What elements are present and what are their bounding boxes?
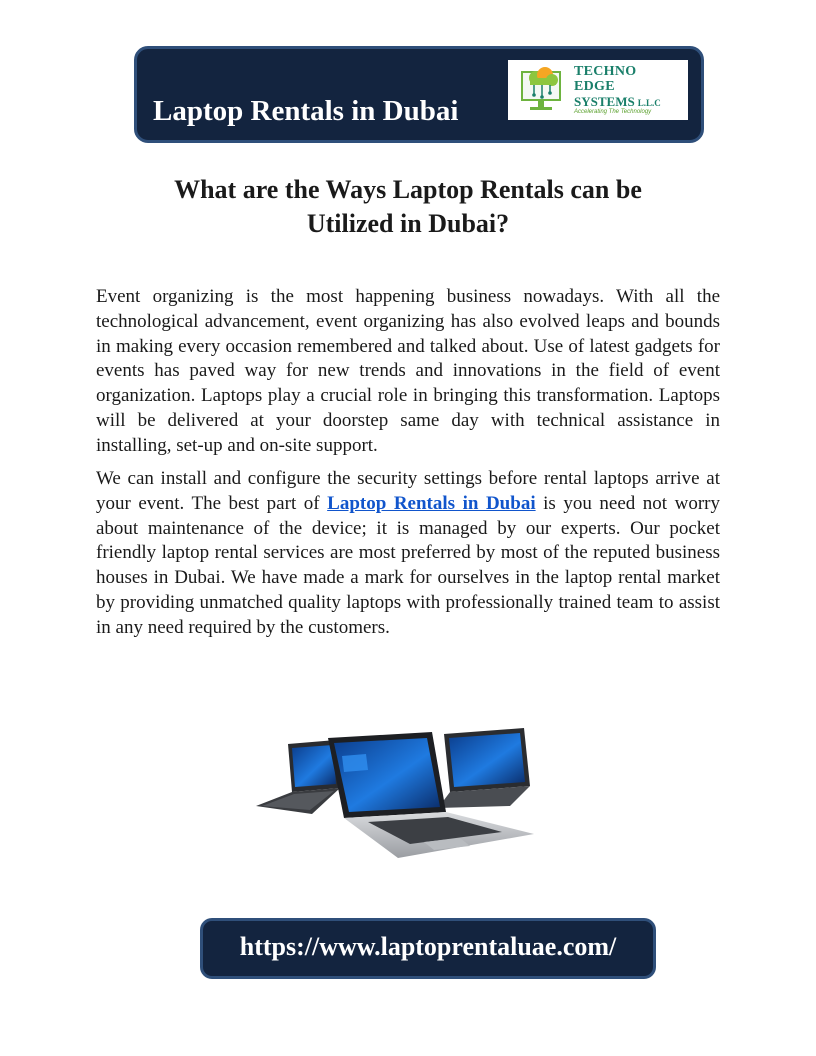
logo-text-systems xyxy=(574,94,661,110)
body-paragraph-1: Event organizing is the most happening business nowadays. With all the technological advancement, event organizing has also evolved leaps and bounds in making every occasion remembered and talked about. Use of latest gadgets for events has paved way for new trends and innovations in the field of event organization. Laptops play a crucial role in bringing this transformation. Laptops will be delivered at your doorstep same day with technical assistance in installing, set-up and on-site support. xyxy=(96,286,720,456)
body-paragraph-2 xyxy=(96,467,720,641)
logo-circuit-icon xyxy=(512,64,570,116)
logo-text-edge: EDGE xyxy=(574,79,615,94)
website-url-link[interactable]: https://www.laptoprentaluae.com/ xyxy=(239,932,617,961)
headline-line-2: Utilized in Dubai? xyxy=(306,209,510,238)
laptops-image xyxy=(248,722,540,862)
page-headline xyxy=(96,173,720,241)
footer-banner xyxy=(200,918,656,979)
company-logo xyxy=(508,60,688,120)
headline-line-1: What are the Ways Laptop Rentals can be xyxy=(174,175,642,204)
laptop-left xyxy=(256,740,340,814)
paragraph-2-intro: We can install and configure the security settings before rental laptops arrive at your event. The best part of xyxy=(96,468,720,514)
header-banner xyxy=(134,46,704,143)
logo-text-systems-word: SYSTEMS xyxy=(574,94,635,109)
laptop-rentals-link[interactable]: Laptop Rentals in Dubai xyxy=(327,492,536,514)
paragraph-2-rest: is you need not worry about maintenance of the device; it is managed by our experts. Our pocket friendly laptop rental services are most preferred by most of the reputed business houses in Dubai. We have made a mark for ourselves in the laptop rental market by providing unmatched quality laptops with professionally trained team to assist in any need required by the customers. xyxy=(96,492,721,638)
logo-text-techno: TECHNO xyxy=(574,64,637,79)
laptop-right xyxy=(438,728,530,808)
header-title: Laptop Rentals in Dubai xyxy=(153,95,459,127)
logo-tagline: Accelerating The Technology xyxy=(574,109,652,115)
logo-text-llc: L.L.C xyxy=(637,98,661,108)
